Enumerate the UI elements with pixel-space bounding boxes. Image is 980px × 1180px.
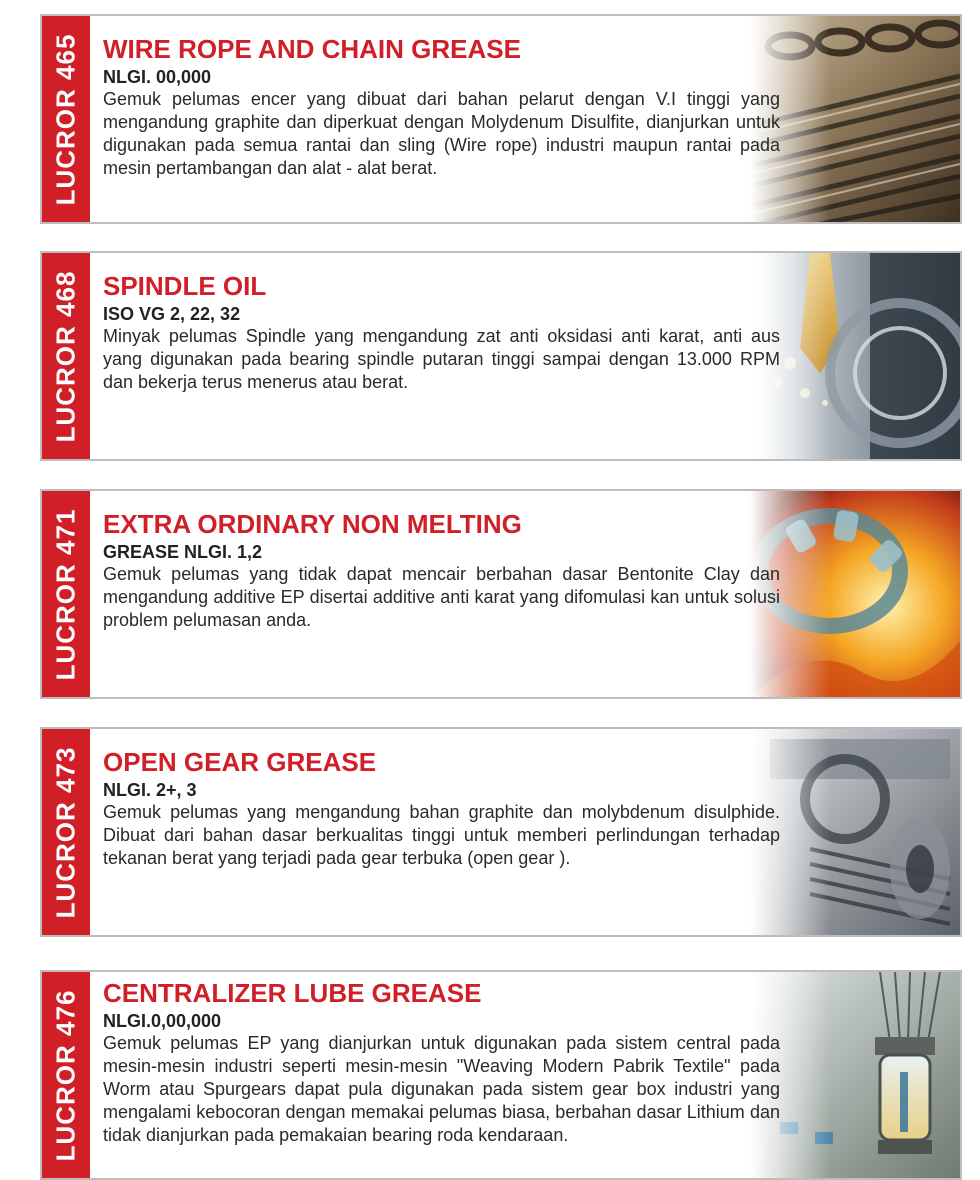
gearbox-photo	[750, 729, 960, 935]
product-spec: ISO VG 2, 22, 32	[103, 304, 241, 324]
product-spec: NLGI. 00,000	[103, 67, 212, 87]
bearing-fire-photo	[750, 491, 960, 697]
product-description: Minyak pelumas Spindle yang mengandung zat anti oksidasi anti karat, anti aus yang digunakan pada bearing spindle putaran tinggi sampai dengan 13.000 RPM dan bekerja terus menerus atau berat.	[103, 326, 780, 392]
product-title: CENTRALIZER LUBE GREASE	[103, 978, 482, 1008]
product-description: Gemuk pelumas yang mengandung bahan graphite dan molybdenum disulphide. Dibuat dari bahan dasar berkualitas tinggi untuk memberi perlindungan terhadap tekanan berat yang terjadi pada gear terbuka (open gear ).	[103, 802, 780, 868]
product-description: Gemuk pelumas encer yang dibuat dari bahan pelarut dengan V.I tinggi yang mengandung graphite dan diperkuat dengan Molydenum Disulfite, dianjurkan untuk digunakan pada semua rantai dan sling (Wire rope) industri maupun rantai pada mesin pertambangan dan alat - alat berat.	[103, 89, 780, 178]
product-title: SPINDLE OIL	[103, 271, 267, 301]
product-card-lucror-465	[40, 14, 962, 224]
lubricator-machine-photo	[750, 972, 960, 1178]
product-card-lucror-468	[40, 251, 962, 461]
product-spec: NLGI. 2+, 3	[103, 780, 197, 800]
product-title: OPEN GEAR GREASE	[103, 747, 377, 777]
product-code-band	[42, 253, 90, 459]
product-code: LUCROR 476	[50, 989, 81, 1161]
product-title: WIRE ROPE AND CHAIN GREASE	[103, 34, 521, 64]
product-code: LUCROR 471	[50, 508, 81, 680]
wire-rope-chain-photo	[750, 16, 960, 222]
product-code-band	[42, 491, 90, 697]
product-code-band	[42, 729, 90, 935]
product-content	[103, 747, 780, 870]
product-code: LUCROR 468	[50, 270, 81, 442]
product-description: Gemuk pelumas yang tidak dapat mencair berbahan dasar Bentonite Clay dan mengandung additive EP disertai additive anti karat yang difomulasi kan untuk solusi problem pelumasan anda.	[103, 564, 780, 630]
product-code-band	[42, 972, 90, 1178]
product-content	[103, 978, 780, 1147]
product-title: EXTRA ORDINARY NON MELTING	[103, 509, 522, 539]
product-description: Gemuk pelumas EP yang dianjurkan untuk digunakan pada sistem central pada mesin-mesin industri seperti mesin-mesin "Weaving Modern Pabrik Textile" pada Worm atau Spurgears dapat pula digunakan pada sistem gear box industri yang mengalami kebocoran dengan memakai pelumas biasa, berbahan dasar Lithium dan tidak dianjurkan pada pemakaian bearing roda kendaraan.	[103, 1033, 780, 1145]
product-code: LUCROR 473	[50, 746, 81, 918]
product-card-lucror-473	[40, 727, 962, 937]
product-code-band	[42, 16, 90, 222]
spindle-oil-splash-photo	[750, 253, 960, 459]
product-code: LUCROR 465	[50, 33, 81, 205]
product-spec: NLGI.0,00,000	[103, 1011, 222, 1031]
product-content	[103, 271, 780, 394]
product-card-lucror-471	[40, 489, 962, 699]
product-card-lucror-476	[40, 970, 962, 1180]
product-content	[103, 34, 780, 180]
product-spec: GREASE NLGI. 1,2	[103, 542, 263, 562]
product-content	[103, 509, 780, 632]
